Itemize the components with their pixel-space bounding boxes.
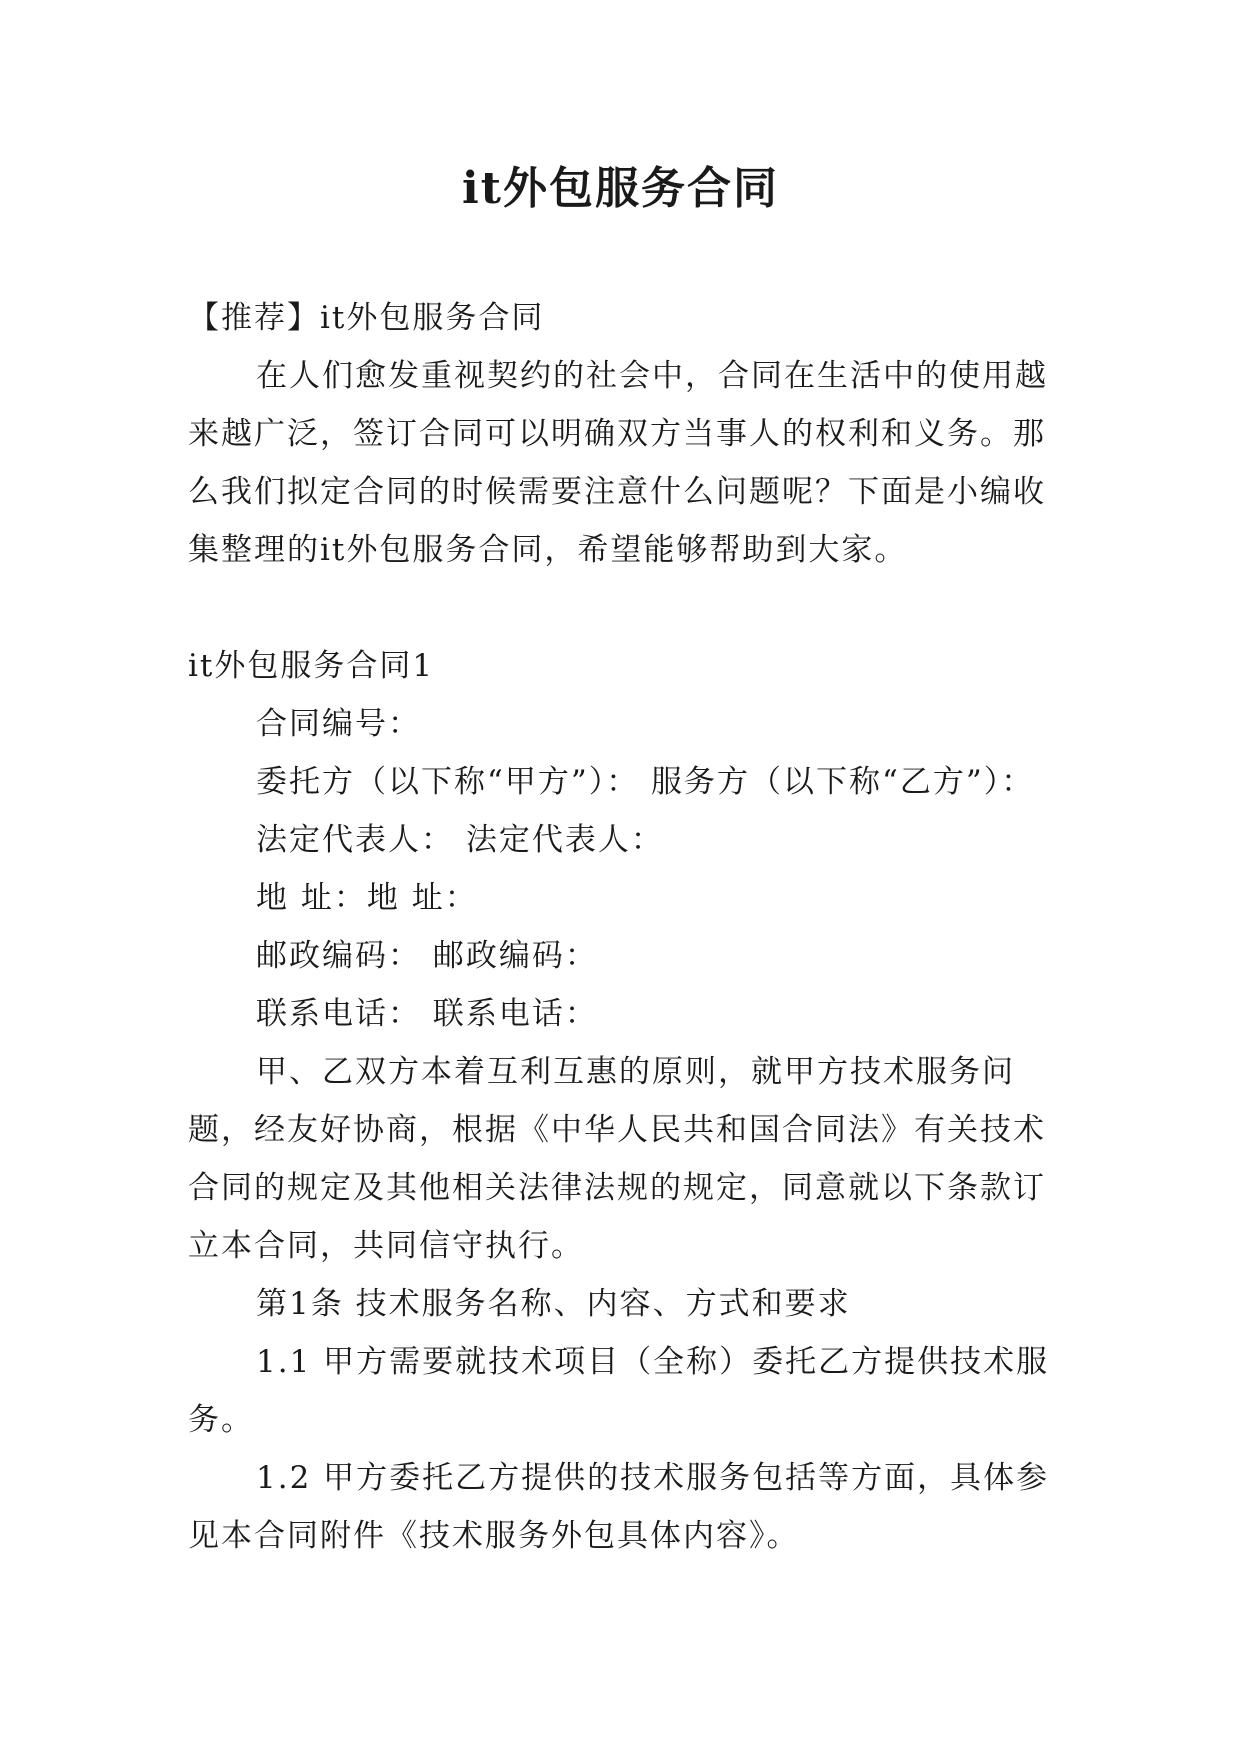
preamble-paragraph: 甲、乙双方本着互利互惠的原则，就甲方技术服务问题，经友好协商，根据《中华人民共和国合同法》有关技术合同的规定及其他相关法律法规的规定，同意就以下条款订立本合同，共同信守执行。 — [188, 1054, 1046, 1264]
postal-code-field: 邮政编码： 邮政编码： — [256, 938, 598, 974]
parties-field: 委托方（以下称“甲方”）： 服务方（以下称“乙方”）： — [256, 764, 1035, 800]
recommend-line: 【推荐】it外包服务合同 — [188, 300, 545, 336]
paragraph-gap — [188, 579, 1058, 637]
clause-1-1: 1.1 甲方需要就技术项目（全称）委托乙方提供技术服务。 — [188, 1344, 1050, 1438]
address-field: 地 址：地 址： — [256, 880, 478, 916]
section-heading: it外包服务合同1 — [188, 648, 435, 684]
document-body — [188, 289, 1058, 1565]
clause-1-2: 1.2 甲方委托乙方提供的技术服务包括等方面，具体参见本合同附件《技术服务外包具体内容》。 — [188, 1460, 1050, 1554]
contract-number-field: 合同编号： — [256, 706, 421, 742]
document-title: it外包服务合同 — [461, 163, 780, 214]
article-1-title: 第1条 技术服务名称、内容、方式和要求 — [256, 1286, 851, 1322]
legal-representative-field: 法定代表人： 法定代表人： — [256, 822, 664, 858]
intro-paragraph: 在人们愈发重视契约的社会中，合同在生活中的使用越来越广泛，签订合同可以明确双方当事人的权利和义务。那么我们拟定合同的时候需要注意什么问题呢？下面是小编收集整理的it外包服务合同，希望能够帮助到大家。 — [188, 358, 1048, 568]
phone-field: 联系电话： 联系电话： — [256, 996, 598, 1032]
